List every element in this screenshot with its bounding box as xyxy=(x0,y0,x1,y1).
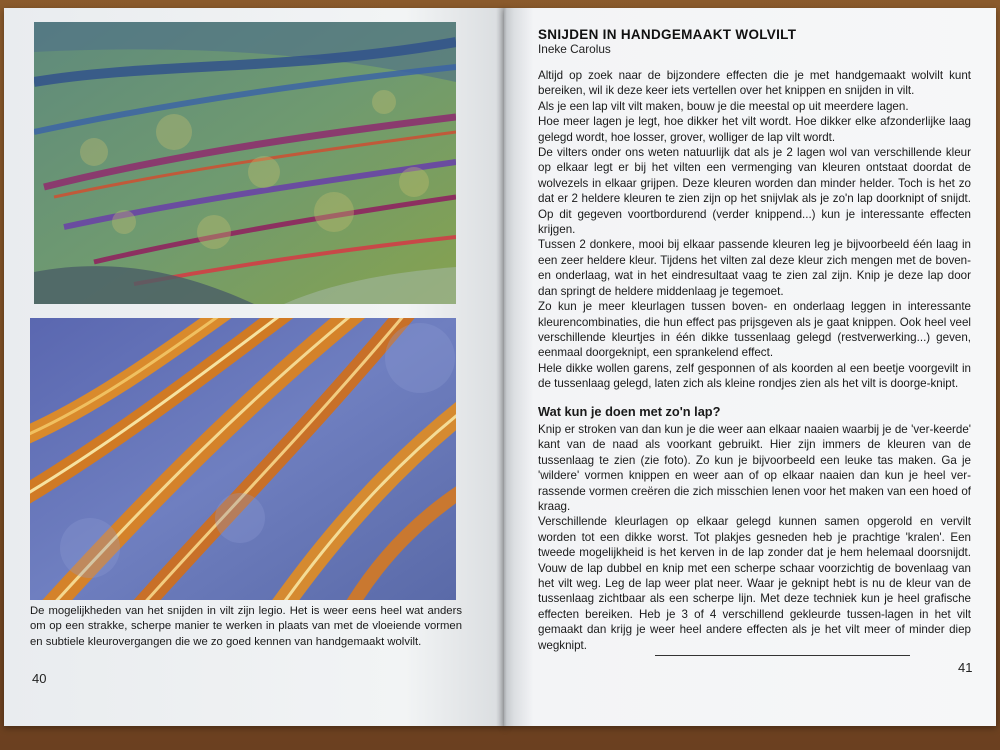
paragraph: Altijd op zoek naar de bijzondere effecten die je met handgemaakt wolvilt kunt bereiken, wil ik deze keer iets vertellen over het knippen en snijden in vilt. xyxy=(538,69,971,98)
section-subheading: Wat kun je doen met zo'n lap? xyxy=(538,403,721,419)
paragraph: Verschillende kleurlagen op elkaar gelegd kunnen samen opgerold en vervilt worden tot een dikke worst. Tot plakjes gesneden heb je prachtige 'kralen'. Een tweede mogelijkheid is het kerven in de lap zonder dat je hem helemaal doorsnijdt. Vouw de lap dubbel en knip met een scherpe schaar voorzichtig de bovenlaag van het vilt weg. Leg de lap weer plat neer. Waar je geknipt hebt is nu de kleur van de tussenlaag zichtbaar als een scherpe lijn. Met deze techniek kun je heel grafische effecten bereiken. Heb je 3 of 4 verschillend gekleurde tussen-lagen in het vilt gemaakt dan krijg je weer heel andere effecten als je het vilt meer of minder diep wegknipt. xyxy=(538,515,971,652)
paragraph: Tussen 2 donkere, mooi bij elkaar passende kleuren leg je bijvoorbeeld één laag in een zeer heldere kleur. Tijdens het vilten zal deze kleur zich mengen met de boven- en onderlaag, wat in het eindresultaat vaag te zien zal zijn. Knip je deze lap door dan springt de heldere middenlaag je tegemoet. xyxy=(538,238,971,298)
photo-blue-felt xyxy=(30,318,456,600)
paragraph: Hoe meer lagen je legt, hoe dikker het vilt wordt. Hoe dikker elke afzonderlijke laag gelegd wordt, hoe losser, grover, wolliger de lap vilt wordt. xyxy=(538,115,971,144)
page-number-left: 40 xyxy=(32,671,47,686)
book-spine xyxy=(496,8,514,726)
article-title: SNIJDEN IN HANDGEMAAKT WOLVILT xyxy=(538,27,797,42)
end-rule xyxy=(655,655,910,656)
paragraph: Hele dikke wollen garens, zelf gesponnen of als koorden al een beetje voorgevilt in de tussenlaag gelegd, laten zich als kleine rondjes zien als het vilt is doorge-knipt. xyxy=(538,361,971,391)
paragraph: Als je een lap vilt vilt maken, bouw je die meestal op uit meerdere lagen. xyxy=(538,99,909,113)
paragraph: Knip er stroken van dan kun je die weer aan elkaar naaien waarbij je de 'ver-keerde' kant van de naad als voorkant gebruikt. Hier zijn immers de kleuren van de tussenlaag te zien (zie foto). Zo kun je bijvoorbeeld een leuke tas maken. Ga je 'wildere' vormen knippen en weer aan of op elkaar naaien dan kun je heel ver-rassende vormen creëren die zich misschien lenen voor het maken van een hoed of kraag. xyxy=(538,422,971,513)
article-body xyxy=(538,68,971,653)
page-number-right: 41 xyxy=(958,660,973,675)
paragraph: Zo kun je meer kleurlagen tussen boven- en onderlaag leggen in interessante kleurencombinaties, die hun effect pas prijsgeven als je gaat knippen. Ook heel veel verschillende kleurtjes in één dikke tussenlaag gelegd (restverwerking...) geven, eenmaal doorgeknipt, een sprankelend effect. xyxy=(538,300,971,360)
article-author: Ineke Carolus xyxy=(538,42,611,56)
photo-caption: De mogelijkheden van het snijden in vilt zijn legio. Het is weer eens heel wat anders om op een strakke, scherpe manier te werken in plaats van met de vloeiende vormen en subtiele kleurovergangen die we zo goed kennen van handgemaakt wolvilt. xyxy=(30,605,462,648)
paragraph: De vilters onder ons weten natuurlijk dat als je 2 lagen wol van verschillende kleur op elkaar legt er bij het vilten een vermenging van kleuren ontstaat doordat de wolvezels in elkaar grijpen. Deze kleuren worden dan minder helder. Toch is het zo dat er 2 heldere kleuren te zien zijn op het snijvlak als je zo'n lap doorknipt of snijdt. Op dit gegeven voortbordurend (verder knippend...) kun je interessante effecten krijgen. xyxy=(538,146,971,237)
photo-green-felt xyxy=(34,22,456,304)
